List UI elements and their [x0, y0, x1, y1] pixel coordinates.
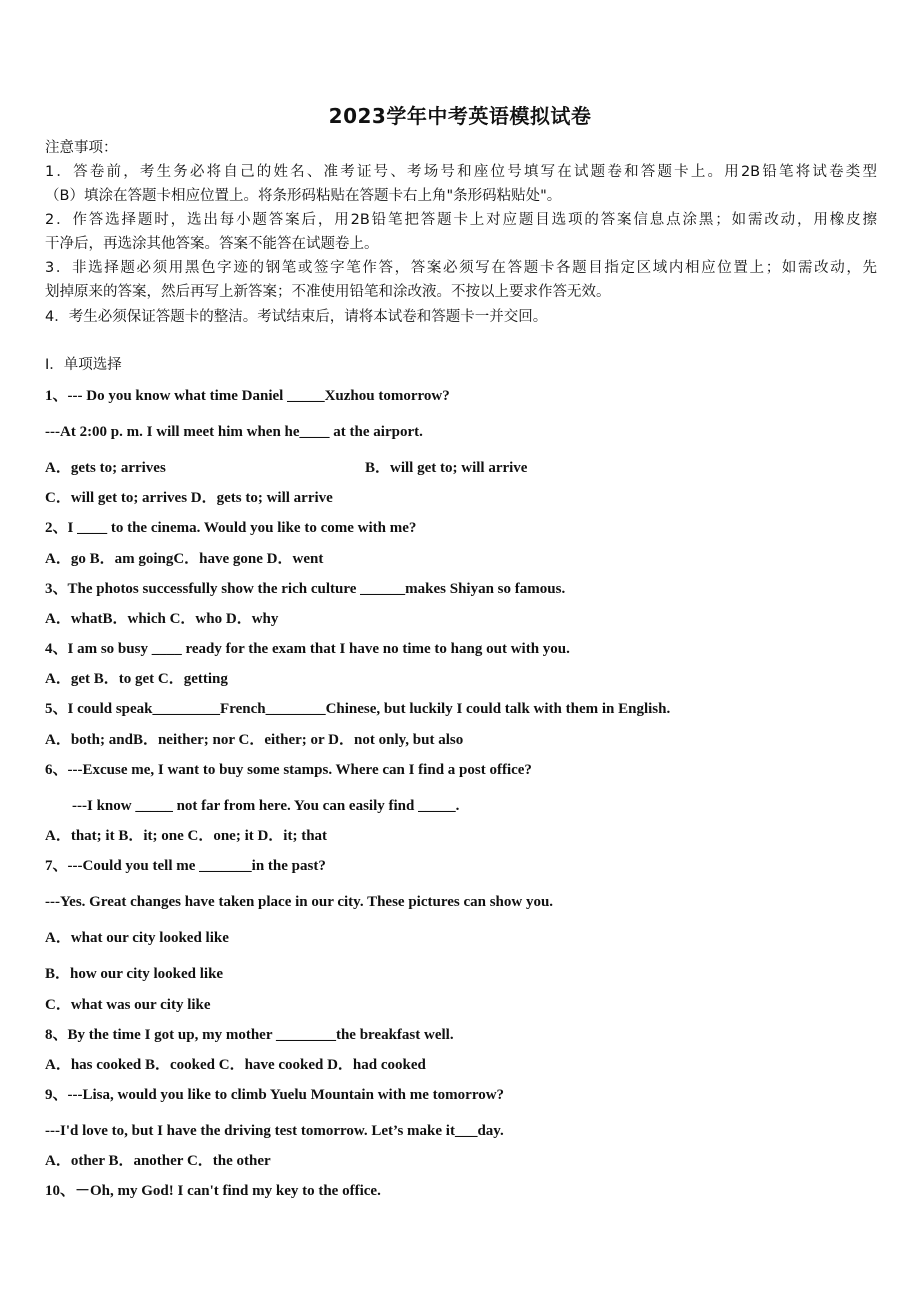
- question-5-options: A．both; andB．neither; nor C．either; or D．not only, but also: [45, 732, 464, 748]
- question-1-option-a: A．gets to; arrives: [45, 460, 166, 476]
- question-3: 3、The photos successfully show the rich culture ______makes Shiyan so famous.: [45, 581, 566, 597]
- page-title: 2023学年中考英语模拟试卷: [328, 104, 592, 128]
- question-1-option-b: B．will get to; will arrive: [365, 460, 528, 476]
- question-5: 5、I could speak_________French________Chinese, but luckily I could talk with them in English.: [45, 701, 671, 717]
- notice-line: 划掉原来的答案，然后再写上新答案；不准使用铅笔和涂改液。不按以上要求作答无效。: [45, 284, 611, 300]
- question-2: 2、I ____ to the cinema. Would you like to come with me?: [45, 520, 417, 536]
- notice-line: 2．作答选择题时，选出每小题答案后，用2B铅笔把答题卡上对应题目选项的答案信息点涂黑；如需改动，用橡皮擦: [45, 212, 877, 228]
- question-2-options: A．go B．am goingC．have gone D．went: [45, 551, 324, 567]
- notice-heading: 注意事项：: [45, 140, 118, 156]
- notice-line: 3．非选择题必须用黑色字迹的钢笔或签字笔作答，答案必须写在答题卡各题目指定区域内相应位置上；如需改动，先: [45, 260, 877, 276]
- question-1-options-cd: C．will get to; arrives D．gets to; will arrive: [45, 490, 333, 506]
- question-4-options: A．get B．to get C．getting: [45, 671, 228, 687]
- question-1: 1、--- Do you know what time Daniel _____Xuzhou tomorrow?: [45, 388, 450, 404]
- question-7-option-c: C．what was our city like: [45, 997, 211, 1013]
- question-6-reply: ---I know _____ not far from here. You can easily find _____.: [72, 798, 460, 814]
- question-8-options: A．has cooked B．cooked C．have cooked D．had cooked: [45, 1057, 426, 1073]
- question-6: 6、---Excuse me, I want to buy some stamps. Where can I find a post office?: [45, 762, 532, 778]
- question-7-option-b: B．how our city looked like: [45, 966, 224, 982]
- section-heading: Ⅰ．单项选择: [45, 357, 122, 373]
- notice-line: 4．考生必须保证答题卡的整洁。考试结束后，请将本试卷和答题卡一并交回。: [45, 309, 548, 325]
- question-7-reply: ---Yes. Great changes have taken place in our city. These pictures can show you.: [45, 894, 554, 910]
- question-6-options: A．that; it B．it; one C．one; it D．it; that: [45, 828, 328, 844]
- question-10: 10、－Oh, my God! I can't find my key to the office.: [45, 1183, 381, 1199]
- notice-line: 干净后，再选涂其他答案。答案不能答在试题卷上。: [45, 236, 379, 252]
- question-7-option-a: A．what our city looked like: [45, 930, 229, 946]
- notice-line: 1．答卷前，考生务必将自己的姓名、准考证号、考场号和座位号填写在试题卷和答题卡上。用2B铅笔将试卷类型: [45, 164, 877, 180]
- question-9-reply: ---I'd love to, but I have the driving test tomorrow. Let’s make it___day.: [45, 1123, 504, 1139]
- question-9: 9、---Lisa, would you like to climb Yuelu Mountain with me tomorrow?: [45, 1087, 505, 1103]
- question-9-options: A．other B．another C．the other: [45, 1153, 271, 1169]
- question-7: 7、---Could you tell me _______in the past?: [45, 858, 326, 874]
- notice-line: （B）填涂在答题卡相应位置上。将条形码粘贴在答题卡右上角"条形码粘贴处"。: [45, 188, 562, 204]
- question-1-reply: ---At 2:00 p. m. I will meet him when he____ at the airport.: [45, 424, 423, 440]
- question-8: 8、By the time I got up, my mother ________the breakfast well.: [45, 1027, 454, 1043]
- question-3-options: A．whatB．which C．who D．why: [45, 611, 279, 627]
- question-4: 4、I am so busy ____ ready for the exam that I have no time to hang out with you.: [45, 641, 570, 657]
